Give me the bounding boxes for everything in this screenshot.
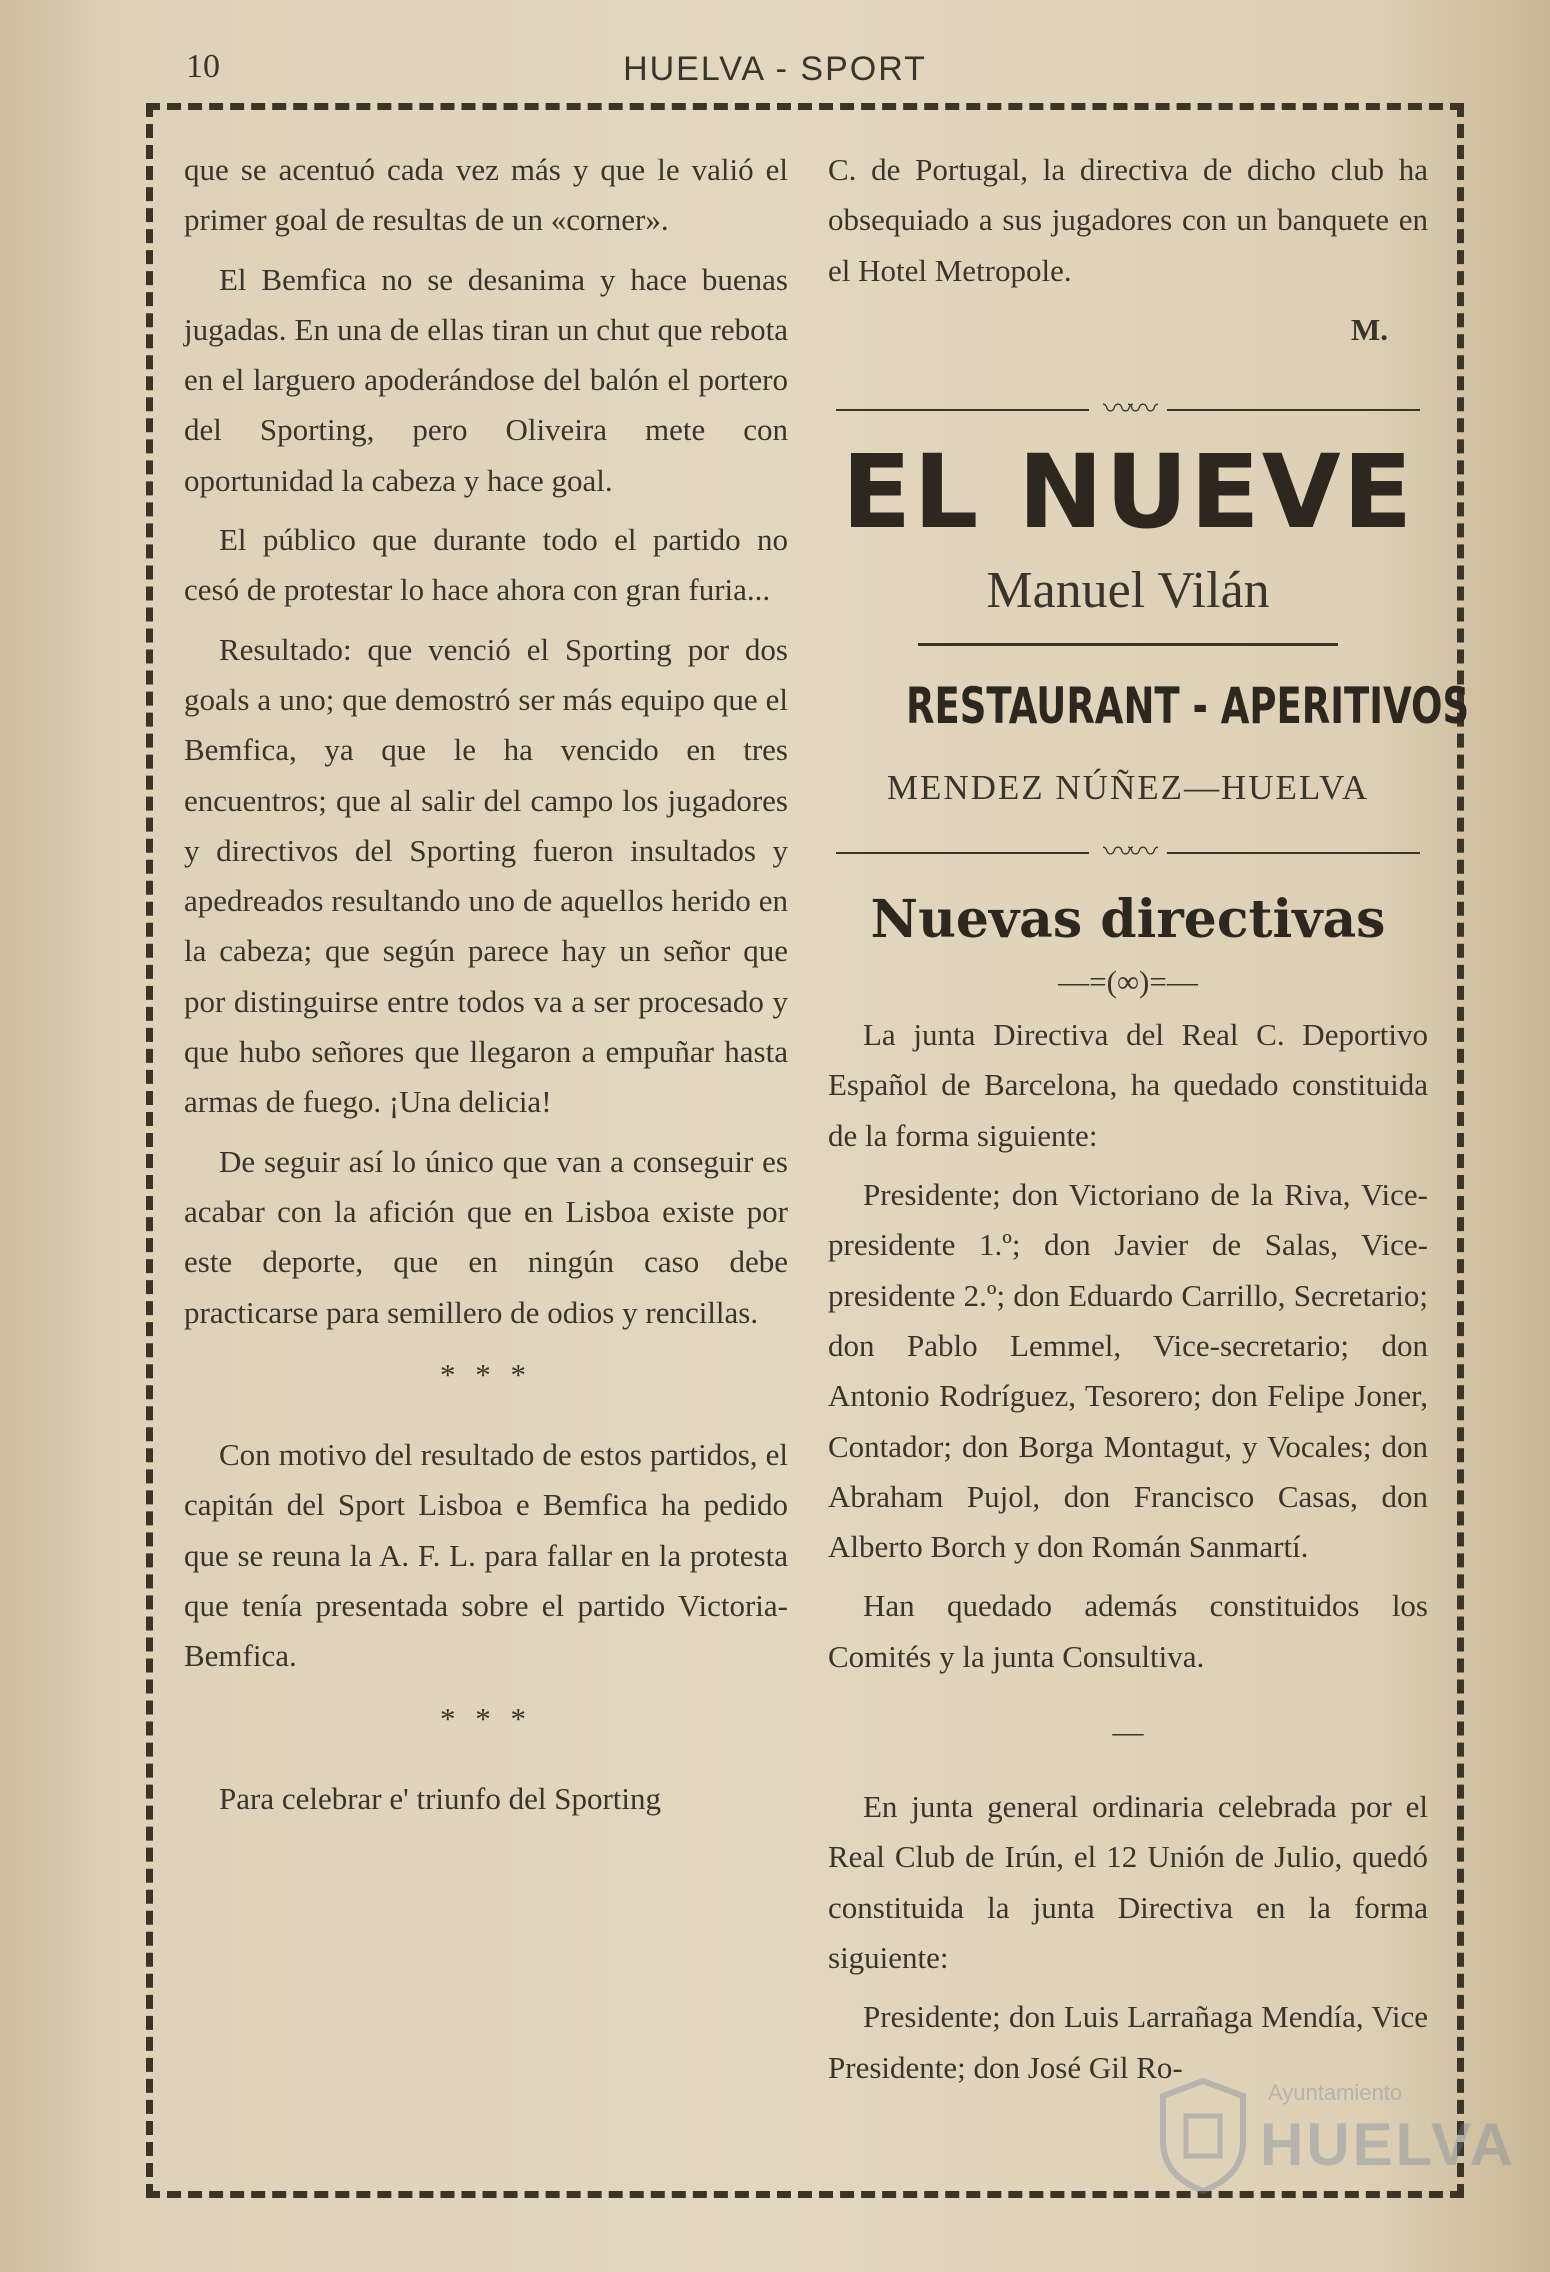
right-column [828,145,1470,2102]
paragraph: Con motivo del resultado de estos partidos, el capitán del Sport Lisboa e Bemfica ha pedido que se reuna la A. F. L. para fallar en la protesta que tenía presentada sobre el partido Victoria-Bemfica. [184,1437,788,1674]
ad-rule [918,643,1338,646]
paragraph: Resultado: que venció el Sporting por dos goals a uno; que demostró ser más equipo que el Bemfica, ya que le ha vencido en tres encuentros; que al salir del campo los jugadores y directivos del Sporting fueron insultados y apedreados resultando uno de aquellos herido en la cabeza; que según parece hay un señor que por distinguirse entre todos va a ser procesado y que hubo señores que llegaron a empuñar hasta armas de fuego. ¡Una delicia! [184,631,788,1120]
ad-address: MENDEZ NÚÑEZ—HUELVA [886,768,1370,808]
running-header [0,48,1550,98]
paragraph: que se acentuó cada vez más y que le valió el primer goal de resultas de un «corner». [184,152,788,238]
city-crest-icon [1148,2076,1258,2196]
paragraph: Presidente; don Luis Larrañaga Mendía, Vice Presidente; don José Gil Ro- [828,1999,1428,2085]
paragraph: Para celebrar e' triunfo del Sporting [219,1780,662,1816]
paragraph: En junta general ordinaria celebrada por el Real Club de Irún, el 12 Unión de Julio, quedó constituida la junta Directiva en la forma siguiente: [828,1789,1428,1975]
ad-name: EL NUEVE [841,433,1415,553]
left-column [184,145,788,1833]
publication-title: HUELVA - SPORT [623,50,927,88]
advertisement [828,433,1470,820]
paragraph: De seguir así lo único que van a conseguir es acabar con la afición que en Lisboa existe por este deporte, que en ningún caso debe practicarse para semillero de odios y rencillas. [184,1143,788,1330]
archive-watermark [1148,2076,1516,2196]
watermark-city: HUELVA [1260,2111,1516,2178]
page-number: 10 [186,48,220,85]
paragraph: El público que durante todo el partido no cesó de protestar lo hace ahora con gran furia... [184,522,788,608]
wave-divider [836,395,1420,425]
short-dash-separator: — [1112,1714,1144,1750]
asterism-separator: * * * [440,1700,532,1736]
paragraph: La junta Directiva del Real C. Deportivo Español de Barcelona, ha quedado constituida de la forma siguiente: [828,1017,1428,1153]
wave-ornament: 〰〰 [1103,393,1153,427]
ad-business: RESTAURANT - APERITIVOS [906,677,1470,736]
watermark-caption: Ayuntamiento [1268,2080,1403,2105]
title-ornament: —=(∞)=— [1058,964,1198,1000]
paragraph: Han quedado además constituidos los Comités y la junta Consultiva. [828,1588,1428,1674]
section-title: Nuevas directivas [870,889,1386,951]
paragraph: C. de Portugal, la directiva de dicho club ha obsequiado a sus jugadores con un banquete en el Hotel Metropole. [828,152,1428,288]
paragraph: El Bemfica no se desanima y hace buenas jugadas. En una de ellas tiran un chut que rebota en el larguero apoderándose del balón el portero del Sporting, pero Oliveira mete con oportunidad la cabeza y hace goal. [184,261,788,498]
author-signature: M. [1350,311,1388,347]
asterism-separator: * * * [440,1356,532,1392]
ad-owner: Manuel Vilán [986,562,1270,620]
paragraph: Presidente; don Victoriano de la Riva, Vice-presidente 1.º; don Javier de Salas, Vice-presidente 2.º; don Eduardo Carrillo, Secretario; don Pablo Lemmel, Vice-secretario; don Antonio Rodríguez, Tesorero; don Felipe Joner, Contador; don Borga Montagut, y Vocales; don Abraham Pujol, don Francisco Casas, don Alberto Borch y don Román Sanmartí. [828,1177,1428,1565]
wave-divider [836,838,1420,868]
wave-ornament: 〰〰 [1103,836,1153,870]
